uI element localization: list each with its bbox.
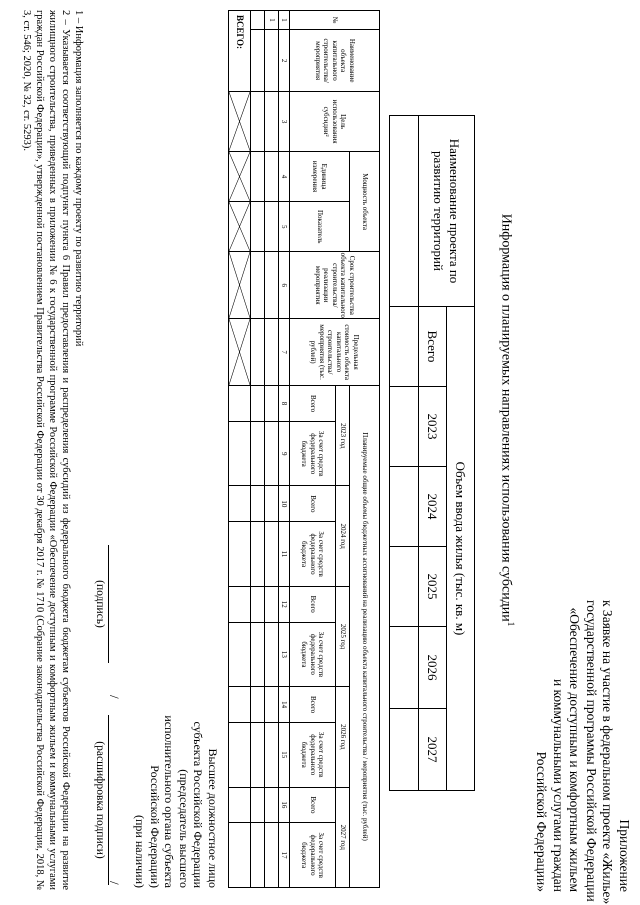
signature-lines	[87, 545, 121, 890]
table-cell[interactable]	[229, 787, 251, 823]
title-footnote-mark: 1	[506, 621, 516, 627]
table-cell[interactable]	[265, 722, 279, 787]
table-cell[interactable]	[251, 687, 265, 723]
column-number: 2	[279, 30, 290, 92]
official-title-line: (при наличии)	[133, 815, 148, 888]
table-cell[interactable]	[265, 421, 279, 486]
column-number: 12	[279, 586, 290, 622]
table-cell[interactable]	[265, 787, 279, 823]
sub-total-header: Всего	[290, 586, 336, 622]
sub-federal-header: За счет средств федерального бюджета	[290, 722, 336, 787]
column-number: 17	[279, 823, 290, 888]
page-title	[497, 150, 516, 690]
year-header: 2023 год	[336, 386, 350, 486]
appendix-header	[533, 600, 632, 905]
year-header: 2025 год	[336, 586, 350, 686]
year-header: 2026	[419, 627, 447, 709]
table-cell[interactable]	[229, 386, 251, 422]
table-cell[interactable]	[229, 522, 251, 587]
cross-mark-icon	[229, 252, 250, 318]
official-title-line: Российской Федерации)	[148, 765, 162, 888]
table-cell[interactable]	[265, 151, 279, 201]
table-cell[interactable]	[265, 522, 279, 587]
year-header: 2027 год	[336, 787, 350, 888]
table-cell[interactable]	[229, 722, 251, 787]
slash-separator: /	[107, 881, 122, 885]
header-line: «Обеспечение доступным и комфортным жильем	[567, 607, 583, 892]
column-number: 8	[279, 386, 290, 422]
table-cell[interactable]	[229, 622, 251, 687]
table-cell[interactable]	[390, 387, 419, 467]
row-number: 1	[265, 11, 279, 30]
column-number: 3	[279, 92, 290, 152]
col-name-header: Наименование объекта капитального строительства/ мероприятия	[290, 30, 380, 92]
official-title-line: субъекта Российской Федерации	[191, 721, 206, 888]
col-planned-header: Планируемые общие объемы бюджетных ассигнований на реализацию объекта капитального строительства / мероприятия (тыс. рублей)	[350, 386, 380, 888]
footnote: 2 – Указывается соответствующий подпункт пункта 6 Правил предоставления и распределения субсидий из федерального бюджета бюджетам субъектов Российской Федерации на развитие жилищного строительства, приведенных в приложении № 6 к государственной программе Российской Федерации «Обеспечение доступным и комфортным жильем и коммунальными услугами граждан Российской Федерации», утвержденной постановлением Правительства Российской Федерации от 30 декабря 2017 г. № 1710 (Собрание законодательства Российской Федерации, 2018, № 3, ст. 546; 2020, № 32, ст. 5293).	[21, 10, 71, 890]
table-cell[interactable]	[390, 307, 419, 387]
cross-mark-icon	[229, 92, 250, 151]
signature-caption: (подпись)	[94, 580, 106, 628]
table-cell[interactable]	[251, 823, 265, 888]
sub-federal-header: За счет средств федерального бюджета	[290, 421, 336, 486]
official-title-line: (председатель высшего	[177, 769, 191, 888]
crossed-cell	[229, 92, 251, 152]
table-cell[interactable]	[265, 622, 279, 687]
table-cell[interactable]	[251, 252, 265, 319]
column-number: 9	[279, 421, 290, 486]
column-number: 14	[279, 687, 290, 723]
table-cell[interactable]	[251, 386, 265, 422]
col-no-header: №	[290, 11, 380, 30]
table-cell[interactable]	[229, 687, 251, 723]
table-cell[interactable]	[390, 116, 419, 307]
table-cell[interactable]	[251, 586, 265, 622]
table-cell[interactable]	[251, 622, 265, 687]
title-text: Информация о планируемых направлениях использования субсидии	[498, 213, 514, 622]
table-cell[interactable]	[229, 586, 251, 622]
table-cell[interactable]	[229, 486, 251, 522]
col-term-header: Срок строительства объекта капитального строительства/ реализации мероприятия	[290, 252, 380, 319]
table-cell[interactable]	[390, 467, 419, 547]
cross-mark-icon	[229, 152, 250, 201]
table-cell[interactable]	[229, 421, 251, 486]
year-header: 2025	[419, 547, 447, 627]
table-cell[interactable]	[251, 319, 265, 386]
col-capacity-header: Мощность объекта	[350, 151, 380, 251]
column-number: 13	[279, 622, 290, 687]
table-cell[interactable]	[251, 722, 265, 787]
sub-total-header: Всего	[290, 687, 336, 723]
table-cell[interactable]	[251, 11, 265, 30]
footnotes	[20, 10, 85, 890]
column-number: 6	[279, 252, 290, 319]
housing-volume-table	[389, 115, 475, 791]
table-cell[interactable]	[251, 202, 265, 252]
table-cell[interactable]	[265, 202, 279, 252]
year-header: 2023	[419, 387, 447, 467]
sub-total-header: Всего	[290, 486, 336, 522]
column-number: 16	[279, 787, 290, 823]
signature-block	[87, 545, 220, 890]
sub-total-header: Всего	[290, 787, 336, 823]
col-purpose-header: Цель использования субсидии²	[290, 92, 380, 152]
official-title	[133, 545, 220, 890]
year-header: 2024 год	[336, 486, 350, 586]
official-title-line: исполнительного органа субъекта	[162, 715, 177, 888]
table-row	[265, 11, 279, 888]
official-title-line: Высшее должностное лицо	[206, 748, 220, 888]
table-cell[interactable]	[251, 486, 265, 522]
name-line[interactable]	[108, 715, 109, 885]
table-cell[interactable]	[390, 709, 419, 791]
table-cell[interactable]	[251, 787, 265, 823]
table-cell[interactable]	[265, 252, 279, 319]
year-header: 2027	[419, 709, 447, 791]
table-cell[interactable]	[251, 30, 265, 92]
table-cell[interactable]	[390, 547, 419, 627]
crossed-cell	[229, 252, 251, 319]
col-cost-header: Предельная стоимость объекта капитального строительства/ мероприятия (тыс. рублей)	[290, 319, 380, 386]
header-line: Приложение	[617, 819, 632, 892]
year-header: Всего	[419, 307, 447, 387]
table-cell[interactable]	[265, 586, 279, 622]
subsidy-directions-table	[228, 10, 380, 888]
header-line: к Заявке на участие в федеральном проекте «Жилье»	[600, 600, 616, 905]
name-caption: (расшифровка подписи)	[94, 741, 106, 859]
column-number: 15	[279, 722, 290, 787]
header-line: и коммунальными услугами граждан	[551, 678, 566, 892]
table-cell[interactable]	[265, 319, 279, 386]
header-line: Российской Федерации»	[534, 751, 550, 892]
project-name-header: Наименование проекта по развитию территорий	[419, 116, 475, 307]
column-number: 7	[279, 319, 290, 386]
total-label: ВСЕГО:	[229, 11, 251, 92]
col-indicator-header: Показатель	[290, 202, 350, 252]
year-header: 2026 год	[336, 687, 350, 787]
table-cell[interactable]	[265, 687, 279, 723]
slash-separator: /	[107, 695, 122, 699]
column-number: 11	[279, 522, 290, 587]
volume-header: Объем ввода жилья (тыс. кв. м)	[447, 307, 475, 791]
sub-federal-header: За счет средств федерального бюджета	[290, 823, 336, 888]
table-cell[interactable]	[229, 823, 251, 888]
column-numbers-row	[279, 11, 290, 888]
table-cell[interactable]	[390, 627, 419, 709]
column-number: 4	[279, 151, 290, 201]
table-cell[interactable]	[265, 823, 279, 888]
table-cell[interactable]	[251, 151, 265, 201]
crossed-cell	[229, 151, 251, 201]
table-row	[390, 116, 419, 791]
table-cell[interactable]	[265, 386, 279, 422]
table-cell[interactable]	[265, 30, 279, 92]
total-row	[229, 11, 251, 888]
table-cell[interactable]	[251, 421, 265, 486]
column-number: 10	[279, 486, 290, 522]
sub-total-header: Всего	[290, 386, 336, 422]
table-cell[interactable]	[265, 92, 279, 152]
table-cell[interactable]	[251, 92, 265, 152]
cross-mark-icon	[229, 319, 250, 385]
table-cell[interactable]	[251, 522, 265, 587]
signature-line[interactable]	[108, 545, 109, 663]
cross-mark-icon	[229, 202, 250, 251]
column-number: 5	[279, 202, 290, 252]
crossed-cell	[229, 202, 251, 252]
sub-federal-header: За счет средств федерального бюджета	[290, 622, 336, 687]
column-number: 1	[279, 11, 290, 30]
table-row	[251, 11, 265, 888]
footnote: 1 – Информация заполняется по каждому проекту по развитию территорий	[73, 10, 84, 347]
year-header: 2024	[419, 467, 447, 547]
table-cell[interactable]	[265, 486, 279, 522]
header-line: государственной программы Российской Федерации	[584, 600, 599, 902]
crossed-cell	[229, 319, 251, 386]
col-unit-header: Единица измерения	[290, 151, 350, 201]
sub-federal-header: За счет средств федерального бюджета	[290, 522, 336, 587]
